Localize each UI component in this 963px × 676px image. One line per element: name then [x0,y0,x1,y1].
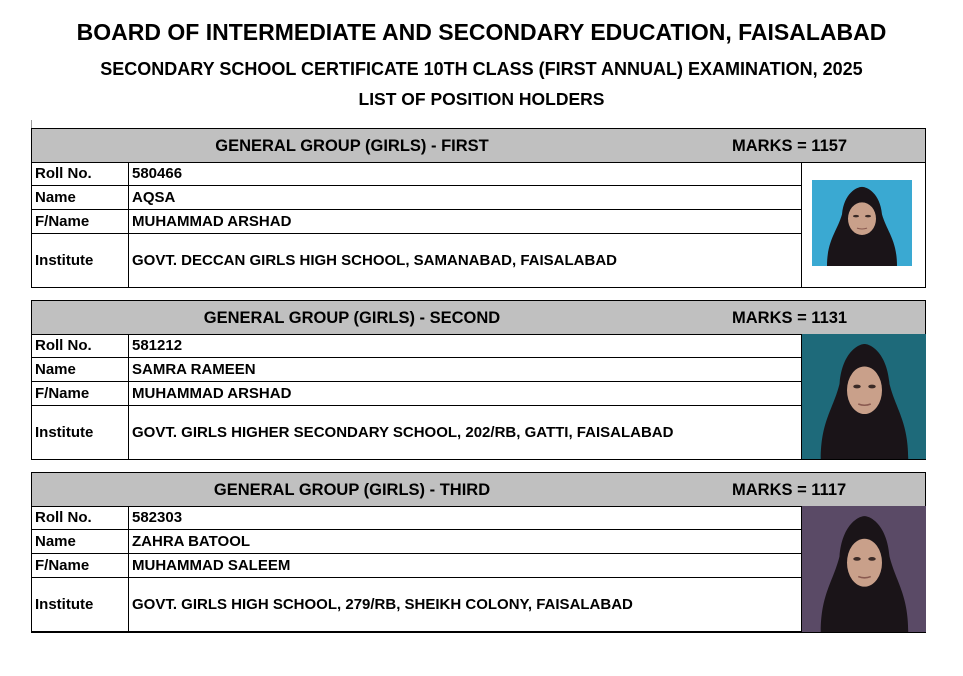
page-border-mark [31,120,32,128]
photo-cell [801,162,926,287]
column-divider [128,358,129,381]
value-fname: MUHAMMAD ARSHAD [132,385,292,402]
label-institute: Institute [35,424,94,441]
row-roll [32,506,802,530]
row-fname [32,554,802,578]
column-divider [128,334,129,357]
column-divider [128,382,129,405]
row-fname [32,382,802,406]
photo-cell [801,334,926,459]
group-position: GENERAL GROUP (GIRLS) - SECOND [203,309,501,327]
group-position: GENERAL GROUP (GIRLS) - THIRD [213,481,491,499]
row-institute [32,578,802,632]
row-fname [32,210,802,234]
value-fname: MUHAMMAD SALEEM [132,557,291,574]
card-header [32,301,925,335]
row-name [32,358,802,382]
column-divider [128,406,129,459]
row-roll [32,162,802,186]
value-name: AQSA [132,189,176,206]
label-name: Name [35,533,76,550]
value-roll: 580466 [132,165,183,182]
board-title: BOARD OF INTERMEDIATE AND SECONDARY EDUCATION, FAISALABAD [76,19,887,45]
column-divider [128,506,129,529]
value-fname: MUHAMMAD ARSHAD [132,213,292,230]
label-name: Name [35,361,76,378]
marks: MARKS = 1131 [732,309,848,327]
row-name [32,186,802,210]
column-divider [128,578,129,631]
column-divider [128,162,129,185]
value-institute: GOVT. DECCAN GIRLS HIGH SCHOOL, SAMANABAD, FAISALABAD [132,252,618,269]
label-institute: Institute [35,596,94,613]
label-roll: Roll No. [35,165,92,182]
value-roll: 582303 [132,509,183,526]
value-name: SAMRA RAMEEN [132,361,256,378]
exam-title: SECONDARY SCHOOL CERTIFICATE 10TH CLASS (FIRST ANNUAL) EXAMINATION, 2025 [100,59,863,79]
column-divider [128,530,129,553]
column-divider [128,186,129,209]
label-roll: Roll No. [35,509,92,526]
column-divider [128,554,129,577]
position-card [31,472,926,633]
student-photo [812,180,912,266]
list-title: LIST OF POSITION HOLDERS [358,89,605,109]
row-name [32,530,802,554]
column-divider [128,234,129,287]
label-roll: Roll No. [35,337,92,354]
row-roll [32,334,802,358]
row-institute [32,406,802,460]
card-header [32,473,925,507]
student-photo [802,334,926,459]
marks: MARKS = 1117 [732,481,847,499]
marks: MARKS = 1157 [732,137,848,155]
card-header [32,129,925,163]
value-roll: 581212 [132,337,183,354]
value-name: ZAHRA BATOOL [132,533,251,550]
position-card [31,128,926,288]
value-institute: GOVT. GIRLS HIGHER SECONDARY SCHOOL, 202/RB, GATTI, FAISALABAD [132,424,674,441]
group-position: GENERAL GROUP (GIRLS) - FIRST [215,137,489,155]
row-institute [32,234,802,288]
label-fname: F/Name [35,557,90,574]
label-fname: F/Name [35,213,90,230]
value-institute: GOVT. GIRLS HIGH SCHOOL, 279/RB, SHEIKH COLONY, FAISALABAD [132,596,633,613]
student-photo [802,506,926,632]
photo-cell [801,506,926,632]
column-divider [128,210,129,233]
label-fname: F/Name [35,385,90,402]
label-name: Name [35,189,76,206]
label-institute: Institute [35,252,94,269]
position-card [31,300,926,460]
